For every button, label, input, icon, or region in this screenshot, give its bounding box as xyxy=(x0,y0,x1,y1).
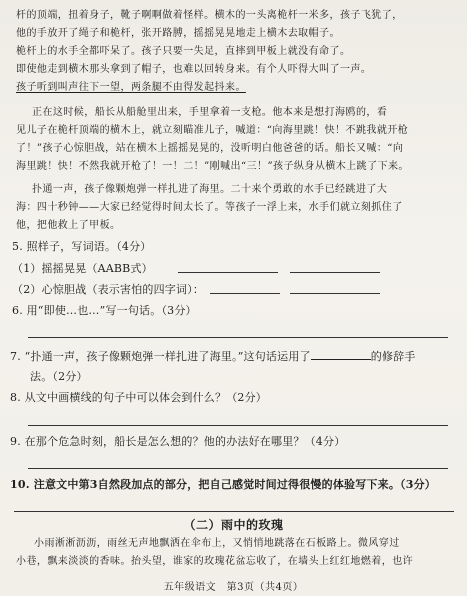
passage-line: 海里跳！快！不然我就开枪了！一！二！”刚喊出“三！”孩子纵身从横木上跳了下来。 xyxy=(16,161,409,172)
question-9: 9. 在那个危急时刻，船长是怎么想的？他的办法好在哪里？（4分） xyxy=(10,435,346,448)
section-title: （二）雨中的玫瑰 xyxy=(183,518,284,532)
passage-line: 他，把他救上了甲板。 xyxy=(16,220,121,231)
answer-line[interactable] xyxy=(28,337,448,338)
passage-line: 他的手放开了绳子和桅杆，张开路膊，摇摇晃晃地走上横木去取帽子。 xyxy=(16,28,340,39)
passage-line: 扑通一声，孩子像颗炮弹一样扎进了海里。二十来个勇敢的水手已经跳进了大 xyxy=(32,184,388,195)
passage-text: 即使他走到横木那头拿到了帽子，也难以回转身来。有个人吓得大叫了一声。 xyxy=(16,64,372,75)
answer-blank[interactable] xyxy=(210,293,280,294)
question-7 xyxy=(10,348,416,364)
question-5-2: （2）心惊胆战（表示害怕的四字词）： xyxy=(12,283,205,296)
answer-blank[interactable] xyxy=(290,272,380,273)
question-10: 10. 注意文中第3自然段加点的部分，把自己感觉时间过得很慢的体验写下来。（3分） xyxy=(10,478,436,491)
answer-line[interactable] xyxy=(28,425,448,426)
answer-line[interactable] xyxy=(28,468,448,469)
question-7-cont: 法。（2分） xyxy=(30,370,88,383)
question-6: 6. 用“即使…也…”写一句话。（3分） xyxy=(12,304,197,317)
passage-line: 见儿子在桅杆顶端的横木上，就立刻瞄准儿子，喊道：“向海里跳！快！不跳我就开枪 xyxy=(16,125,409,136)
passage-line: 小雨淅淅沥沥，雨丝无声地飘洒在伞布上，又悄悄地跳落在石板路上。微风穿过 xyxy=(34,538,400,549)
page-footer: 五年级语文 第3页（共4页） xyxy=(163,582,304,593)
passage-line: 小巷，飘来淡淡的香味。抬头望，谁家的玫瑰花盆忘收了，在墙头上红红地燃着，也许 xyxy=(16,556,414,567)
passage-line xyxy=(16,60,371,75)
question-7-text-b: 的修辞手 xyxy=(370,350,416,363)
question-5-1: （1）摇摇晃晃（AABB式） xyxy=(12,262,153,275)
passage-line: 杆的顶端，扭着身子，靴子啊啊做着怪样。横木的一头离桅杆一米多，孩子飞犹了， xyxy=(16,10,403,21)
answer-blank[interactable] xyxy=(311,349,371,360)
answer-blank[interactable] xyxy=(178,272,278,273)
answer-blank[interactable] xyxy=(290,293,380,294)
passage-line: 海：四十秒钟——大家已经觉得时间太长了。等孩子一浮上来，水手们就立刻抓住了 xyxy=(16,202,403,213)
passage-line: 了！”孩子心惊胆战，站在横木上摇摇晃晃的，没听明白他爸爸的话。船长又喊：“向 xyxy=(16,143,404,154)
passage-line: 桅杆上的水手全都吓呆了。孩子只要一失足，直摔到甲板上就没有命了。 xyxy=(16,46,351,57)
underlined-sentence: 孩子听到叫声往下一望，两条腿不由得发起抖来。 xyxy=(16,82,246,93)
question-8: 8. 从文中画横线的句子中可以体会到什么？（2分） xyxy=(10,391,267,404)
answer-line[interactable] xyxy=(14,511,454,512)
question-7-text: 7. “扑通一声，孩子像颗炮弹一样扎进了海里。”这句话运用了 xyxy=(10,350,311,363)
question-5-title: 5. 照样子，写词语。（4分） xyxy=(12,240,152,253)
passage-line: 正在这时候，船长从船舱里出来，手里拿着一支枪。他本来是想打海鸥的，看 xyxy=(32,107,388,118)
